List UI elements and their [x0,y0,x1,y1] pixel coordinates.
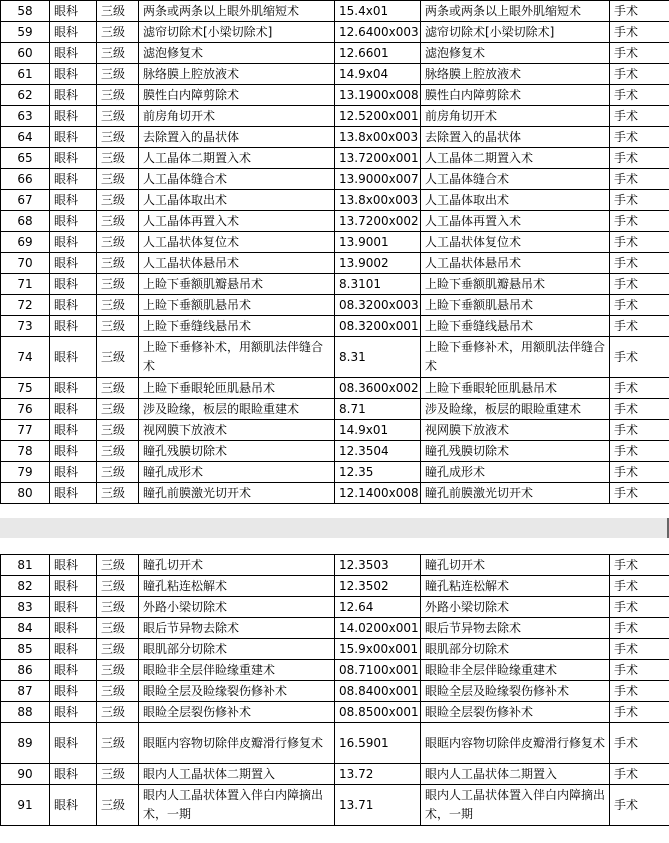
category-cell: 手术 [610,274,669,295]
row-number-cell: 84 [1,618,50,639]
row-number-cell: 66 [1,169,50,190]
procedure-name-cell: 人工晶状体复位术 [139,232,335,253]
level-cell: 三级 [97,190,139,211]
table-row [1,378,669,399]
operation-name-cell: 上睑下垂缝线悬吊术 [421,316,610,337]
procedure-code-cell: 08.3200x003 [335,295,421,316]
category-cell: 手术 [610,681,669,702]
table-row [1,660,669,681]
category-cell: 手术 [610,232,669,253]
category-cell: 手术 [610,253,669,274]
level-cell: 三级 [97,785,139,826]
table-row [1,127,669,148]
row-number-cell: 82 [1,576,50,597]
table-row [1,441,669,462]
table-row [1,190,669,211]
level-cell: 三级 [97,597,139,618]
category-cell: 手术 [610,618,669,639]
procedure-table-bottom [0,554,669,826]
operation-name-cell: 人工晶体缝合术 [421,169,610,190]
level-cell: 三级 [97,639,139,660]
department-cell: 眼科 [50,232,97,253]
operation-name-cell: 眼内人工晶状体二期置入 [421,764,610,785]
row-number-cell: 65 [1,148,50,169]
procedure-name-cell: 上睑下垂修补术，用额肌法伴缝合术 [139,337,335,378]
operation-name-cell: 膜性白内障剪除术 [421,85,610,106]
operation-name-cell: 眼睑全层裂伤修补术 [421,702,610,723]
procedure-code-cell: 8.31 [335,337,421,378]
procedure-code-cell: 08.3200x001 [335,316,421,337]
level-cell: 三级 [97,148,139,169]
category-cell: 手术 [610,106,669,127]
table-row [1,169,669,190]
category-cell: 手术 [610,148,669,169]
department-cell: 眼科 [50,702,97,723]
operation-name-cell: 眼后节异物去除术 [421,618,610,639]
procedure-code-cell: 16.5901 [335,723,421,764]
department-cell: 眼科 [50,43,97,64]
level-cell: 三级 [97,483,139,504]
operation-name-cell: 瞳孔残膜切除术 [421,441,610,462]
level-cell: 三级 [97,211,139,232]
level-cell: 三级 [97,22,139,43]
category-cell: 手术 [610,597,669,618]
level-cell: 三级 [97,127,139,148]
procedure-name-cell: 外路小梁切除术 [139,597,335,618]
table-row [1,337,669,378]
operation-name-cell: 涉及睑缘，板层的眼睑重建术 [421,399,610,420]
level-cell: 三级 [97,681,139,702]
department-cell: 眼科 [50,764,97,785]
level-cell: 三级 [97,576,139,597]
row-number-cell: 90 [1,764,50,785]
operation-name-cell: 脉络膜上腔放液术 [421,64,610,85]
level-cell: 三级 [97,295,139,316]
table-row [1,1,669,22]
department-cell: 眼科 [50,462,97,483]
row-number-cell: 74 [1,337,50,378]
procedure-code-cell: 14.9x01 [335,420,421,441]
row-number-cell: 91 [1,785,50,826]
procedure-name-cell: 去除置入的晶状体 [139,127,335,148]
department-cell: 眼科 [50,576,97,597]
category-cell: 手术 [610,555,669,576]
procedure-code-cell: 13.7200x002 [335,211,421,232]
procedure-name-cell: 上睑下垂眼轮匝肌悬吊术 [139,378,335,399]
category-cell: 手术 [610,764,669,785]
procedure-name-cell: 眼睑非全层伴睑缘重建术 [139,660,335,681]
row-number-cell: 69 [1,232,50,253]
category-cell: 手术 [610,660,669,681]
category-cell: 手术 [610,462,669,483]
row-number-cell: 86 [1,660,50,681]
table-row [1,106,669,127]
procedure-code-cell: 12.1400x008 [335,483,421,504]
procedure-name-cell: 人工晶体再置入术 [139,211,335,232]
row-number-cell: 75 [1,378,50,399]
table-row [1,420,669,441]
level-cell: 三级 [97,64,139,85]
table-row [1,639,669,660]
row-number-cell: 60 [1,43,50,64]
level-cell: 三级 [97,169,139,190]
procedure-code-cell: 8.3101 [335,274,421,295]
department-cell: 眼科 [50,190,97,211]
level-cell: 三级 [97,555,139,576]
level-cell: 三级 [97,337,139,378]
table-row [1,22,669,43]
table-row [1,764,669,785]
operation-name-cell: 瞳孔粘连松解术 [421,576,610,597]
operation-name-cell: 人工晶状体悬吊术 [421,253,610,274]
row-number-cell: 72 [1,295,50,316]
table-row [1,295,669,316]
row-number-cell: 73 [1,316,50,337]
department-cell: 眼科 [50,295,97,316]
procedure-code-cell: 13.72 [335,764,421,785]
procedure-name-cell: 人工晶状体悬吊术 [139,253,335,274]
operation-name-cell: 瞳孔切开术 [421,555,610,576]
row-number-cell: 61 [1,64,50,85]
level-cell: 三级 [97,85,139,106]
procedure-code-cell: 13.8x00x003 [335,127,421,148]
procedure-code-cell: 13.1900x008 [335,85,421,106]
table-row [1,64,669,85]
department-cell: 眼科 [50,723,97,764]
level-cell: 三级 [97,1,139,22]
procedure-code-cell: 08.8500x001 [335,702,421,723]
operation-name-cell: 上睑下垂额肌悬吊术 [421,295,610,316]
procedure-name-cell: 人工晶体二期置入术 [139,148,335,169]
department-cell: 眼科 [50,483,97,504]
table-row [1,597,669,618]
procedure-name-cell: 人工晶体取出术 [139,190,335,211]
table-row [1,681,669,702]
row-number-cell: 70 [1,253,50,274]
category-cell: 手术 [610,639,669,660]
category-cell: 手术 [610,785,669,826]
operation-name-cell: 两条或两条以上眼外肌缩短术 [421,1,610,22]
department-cell: 眼科 [50,64,97,85]
level-cell: 三级 [97,702,139,723]
operation-name-cell: 滤泡修复术 [421,43,610,64]
table-row [1,253,669,274]
department-cell: 眼科 [50,618,97,639]
operation-name-cell: 眼肌部分切除术 [421,639,610,660]
row-number-cell: 80 [1,483,50,504]
operation-name-cell: 人工晶体取出术 [421,190,610,211]
operation-name-cell: 人工晶体二期置入术 [421,148,610,169]
category-cell: 手术 [610,295,669,316]
category-cell: 手术 [610,211,669,232]
operation-name-cell: 上睑下垂眼轮匝肌悬吊术 [421,378,610,399]
table-row [1,399,669,420]
table-row [1,232,669,253]
level-cell: 三级 [97,618,139,639]
procedure-name-cell: 前房角切开术 [139,106,335,127]
category-cell: 手术 [610,190,669,211]
category-cell: 手术 [610,127,669,148]
row-number-cell: 83 [1,597,50,618]
row-number-cell: 79 [1,462,50,483]
department-cell: 眼科 [50,337,97,378]
row-number-cell: 58 [1,1,50,22]
procedure-name-cell: 瞳孔成形术 [139,462,335,483]
procedure-name-cell: 上睑下垂额肌悬吊术 [139,295,335,316]
category-cell: 手术 [610,85,669,106]
procedure-name-cell: 眼眶内容物切除伴皮瓣滑行修复术 [139,723,335,764]
department-cell: 眼科 [50,597,97,618]
procedure-code-cell: 12.6400x003 [335,22,421,43]
row-number-cell: 77 [1,420,50,441]
operation-name-cell: 人工晶体再置入术 [421,211,610,232]
category-cell: 手术 [610,441,669,462]
row-number-cell: 85 [1,639,50,660]
department-cell: 眼科 [50,441,97,462]
procedure-name-cell: 眼后节异物去除术 [139,618,335,639]
procedure-code-cell: 12.5200x001 [335,106,421,127]
row-number-cell: 67 [1,190,50,211]
operation-name-cell: 眼眶内容物切除伴皮瓣滑行修复术 [421,723,610,764]
row-number-cell: 59 [1,22,50,43]
department-cell: 眼科 [50,211,97,232]
procedure-code-cell: 12.35 [335,462,421,483]
operation-name-cell: 瞳孔成形术 [421,462,610,483]
procedure-name-cell: 眼内人工晶状体置入伴白内障摘出术，一期 [139,785,335,826]
procedure-name-cell: 视网膜下放液术 [139,420,335,441]
procedure-code-cell: 12.6601 [335,43,421,64]
table-row [1,618,669,639]
procedure-code-cell: 12.3503 [335,555,421,576]
table-row [1,274,669,295]
level-cell: 三级 [97,232,139,253]
department-cell: 眼科 [50,85,97,106]
procedure-code-cell: 13.9001 [335,232,421,253]
procedure-name-cell: 瞳孔前膜激光切开术 [139,483,335,504]
category-cell: 手术 [610,169,669,190]
procedure-code-cell: 13.9002 [335,253,421,274]
operation-name-cell: 前房角切开术 [421,106,610,127]
procedure-code-cell: 8.71 [335,399,421,420]
row-number-cell: 71 [1,274,50,295]
procedure-code-cell: 12.3502 [335,576,421,597]
table-row [1,211,669,232]
category-cell: 手术 [610,378,669,399]
table-row [1,148,669,169]
category-cell: 手术 [610,420,669,441]
procedure-code-cell: 13.9000x007 [335,169,421,190]
procedure-name-cell: 瞳孔残膜切除术 [139,441,335,462]
procedure-name-cell: 涉及睑缘，板层的眼睑重建术 [139,399,335,420]
table-row [1,483,669,504]
procedure-name-cell: 上睑下垂额肌瓣悬吊术 [139,274,335,295]
procedure-name-cell: 两条或两条以上眼外肌缩短术 [139,1,335,22]
level-cell: 三级 [97,764,139,785]
table-row [1,785,669,826]
category-cell: 手术 [610,22,669,43]
procedure-code-cell: 13.71 [335,785,421,826]
procedure-code-cell: 13.7200x001 [335,148,421,169]
level-cell: 三级 [97,43,139,64]
department-cell: 眼科 [50,420,97,441]
operation-name-cell: 滤帘切除术[小梁切除术] [421,22,610,43]
row-number-cell: 89 [1,723,50,764]
row-number-cell: 64 [1,127,50,148]
operation-name-cell: 眼内人工晶状体置入伴白内障摘出术，一期 [421,785,610,826]
operation-name-cell: 瞳孔前膜激光切开术 [421,483,610,504]
row-number-cell: 81 [1,555,50,576]
category-cell: 手术 [610,316,669,337]
level-cell: 三级 [97,253,139,274]
procedure-name-cell: 滤帘切除术[小梁切除术] [139,22,335,43]
department-cell: 眼科 [50,253,97,274]
level-cell: 三级 [97,441,139,462]
procedure-code-cell: 15.4x01 [335,1,421,22]
department-cell: 眼科 [50,106,97,127]
page-break [0,504,669,554]
category-cell: 手术 [610,337,669,378]
department-cell: 眼科 [50,148,97,169]
table-row [1,555,669,576]
table-row [1,85,669,106]
department-cell: 眼科 [50,399,97,420]
operation-name-cell: 外路小梁切除术 [421,597,610,618]
row-number-cell: 68 [1,211,50,232]
procedure-name-cell: 瞳孔切开术 [139,555,335,576]
department-cell: 眼科 [50,127,97,148]
department-cell: 眼科 [50,785,97,826]
category-cell: 手术 [610,702,669,723]
category-cell: 手术 [610,576,669,597]
table-row [1,723,669,764]
level-cell: 三级 [97,723,139,764]
table-row [1,43,669,64]
department-cell: 眼科 [50,555,97,576]
department-cell: 眼科 [50,22,97,43]
procedure-name-cell: 眼内人工晶状体二期置入 [139,764,335,785]
procedure-code-cell: 13.8x00x003 [335,190,421,211]
operation-name-cell: 人工晶状体复位术 [421,232,610,253]
department-cell: 眼科 [50,639,97,660]
procedure-code-cell: 14.9x04 [335,64,421,85]
category-cell: 手术 [610,64,669,85]
table-row [1,462,669,483]
row-number-cell: 88 [1,702,50,723]
procedure-code-cell: 08.3600x002 [335,378,421,399]
operation-name-cell: 去除置入的晶状体 [421,127,610,148]
row-number-cell: 62 [1,85,50,106]
procedure-code-cell: 15.9x00x001 [335,639,421,660]
department-cell: 眼科 [50,378,97,399]
level-cell: 三级 [97,462,139,483]
procedure-code-cell: 08.7100x001 [335,660,421,681]
category-cell: 手术 [610,399,669,420]
level-cell: 三级 [97,274,139,295]
procedure-name-cell: 脉络膜上腔放液术 [139,64,335,85]
level-cell: 三级 [97,378,139,399]
department-cell: 眼科 [50,681,97,702]
procedure-name-cell: 膜性白内障剪除术 [139,85,335,106]
procedure-code-cell: 12.3504 [335,441,421,462]
operation-name-cell: 眼睑全层及睑缘裂伤修补术 [421,681,610,702]
operation-name-cell: 眼睑非全层伴睑缘重建术 [421,660,610,681]
procedure-name-cell: 眼睑全层裂伤修补术 [139,702,335,723]
procedure-name-cell: 瞳孔粘连松解术 [139,576,335,597]
row-number-cell: 63 [1,106,50,127]
level-cell: 三级 [97,399,139,420]
category-cell: 手术 [610,43,669,64]
operation-name-cell: 上睑下垂额肌瓣悬吊术 [421,274,610,295]
department-cell: 眼科 [50,169,97,190]
procedure-code-cell: 14.0200x001 [335,618,421,639]
row-number-cell: 76 [1,399,50,420]
operation-name-cell: 视网膜下放液术 [421,420,610,441]
department-cell: 眼科 [50,660,97,681]
procedure-code-cell: 12.64 [335,597,421,618]
procedure-name-cell: 眼肌部分切除术 [139,639,335,660]
procedure-name-cell: 上睑下垂缝线悬吊术 [139,316,335,337]
table-row [1,316,669,337]
category-cell: 手术 [610,723,669,764]
department-cell: 眼科 [50,316,97,337]
operation-name-cell: 上睑下垂修补术，用额肌法伴缝合术 [421,337,610,378]
department-cell: 眼科 [50,274,97,295]
procedure-name-cell: 眼睑全层及睑缘裂伤修补术 [139,681,335,702]
table-row [1,576,669,597]
level-cell: 三级 [97,316,139,337]
row-number-cell: 87 [1,681,50,702]
level-cell: 三级 [97,106,139,127]
procedure-code-cell: 08.8400x001 [335,681,421,702]
procedure-name-cell: 滤泡修复术 [139,43,335,64]
level-cell: 三级 [97,420,139,441]
row-number-cell: 78 [1,441,50,462]
table-row [1,702,669,723]
category-cell: 手术 [610,1,669,22]
category-cell: 手术 [610,483,669,504]
procedure-name-cell: 人工晶体缝合术 [139,169,335,190]
level-cell: 三级 [97,660,139,681]
department-cell: 眼科 [50,1,97,22]
